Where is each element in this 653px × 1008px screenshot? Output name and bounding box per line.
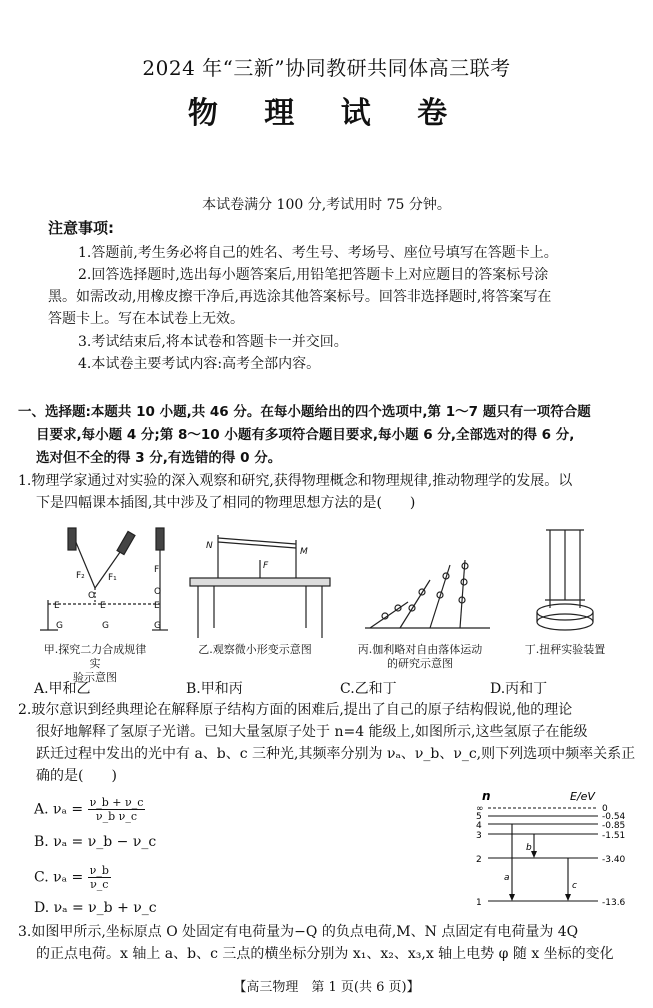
level-n: 2 bbox=[476, 855, 482, 865]
fraction-numerator: ν_b bbox=[89, 864, 109, 877]
option-d: D.丙和丁 bbox=[490, 681, 548, 697]
caption-line: 的研究示意图 bbox=[387, 657, 453, 670]
energy-level-diagram bbox=[470, 788, 645, 913]
option-b: B. νₐ = ν_b − ν_c bbox=[34, 834, 157, 850]
fraction-denominator: ν_b ν_c bbox=[95, 810, 137, 823]
caption-line: 乙.观察微小形变示意图 bbox=[198, 643, 312, 656]
question-2-text: 跃迁过程中发出的光中有 a、b、c 三种光,其频率分别为 νₐ、ν_b、ν_c,则下列选项中频率关系正 bbox=[36, 746, 636, 762]
fraction-denominator: ν_c bbox=[90, 878, 109, 891]
option-prefix: C. νₐ = bbox=[34, 869, 84, 886]
fraction-numerator: ν_b + ν_c bbox=[89, 796, 144, 809]
notice-line: 答题卡上。写在本试卷上无效。 bbox=[48, 311, 244, 327]
section-heading: 一、选择题:本题共 10 小题,共 46 分。在每小题给出的四个选项中,第 1～7 题只有一项符合题 bbox=[18, 404, 591, 420]
option-c bbox=[34, 864, 111, 891]
level-n: 3 bbox=[476, 831, 482, 841]
page-footer: 【高三物理 第 1 页(共 6 页)】 bbox=[233, 980, 420, 995]
figure-caption bbox=[190, 643, 320, 657]
level-n: 1 bbox=[476, 898, 482, 908]
exam-subject: 物 理 试 卷 bbox=[187, 96, 466, 131]
level-energy: -3.40 bbox=[602, 855, 626, 865]
notice-line: 黑。如需改动,用橡皮擦干净后,再选涂其他答案标号。回答非选择题时,将答案写在 bbox=[48, 289, 552, 305]
fig-label: O bbox=[154, 587, 162, 597]
arrow-label-b: b bbox=[526, 843, 532, 853]
fig-label: E bbox=[154, 601, 160, 611]
level-n: 4 bbox=[476, 821, 482, 831]
arrowhead bbox=[531, 851, 537, 858]
fig-label: M bbox=[300, 547, 308, 557]
fraction bbox=[88, 864, 111, 891]
exam-title: 2024 年“三新”协同教研共同体高三联考 bbox=[142, 56, 511, 80]
fig-label: G bbox=[102, 621, 109, 631]
option-prefix: A. νₐ = bbox=[34, 801, 84, 818]
level-n: 5 bbox=[476, 812, 482, 822]
fig-label: G bbox=[154, 621, 161, 631]
option-b: B.甲和丙 bbox=[186, 681, 243, 697]
arrowhead bbox=[509, 894, 515, 901]
level-energy: -1.51 bbox=[602, 831, 626, 841]
fig-label: F bbox=[154, 565, 160, 575]
figure-jia bbox=[40, 528, 168, 630]
option-d: D. νₐ = ν_b + ν_c bbox=[34, 900, 157, 916]
exam-intro: 本试卷满分 100 分,考试用时 75 分钟。 bbox=[202, 197, 451, 213]
caption-line: 验示意图 bbox=[73, 671, 117, 684]
fig-label: N bbox=[206, 541, 213, 551]
arrow-label-a: a bbox=[504, 873, 510, 883]
caption-line: 甲.探究二力合成规律实 bbox=[43, 643, 147, 670]
question-3-text: 的正点电荷。x 轴上 a、b、c 三点的横坐标分别为 x₁、x₂、x₃,x 轴上电势 φ 随 x 坐标的变化 bbox=[36, 946, 614, 962]
question-2-text: 很好地解释了氢原子光谱。已知大量氢原子处于 n=4 能级上,如图所示,这些氢原子在能级 bbox=[36, 724, 588, 740]
notice-heading: 注意事项: bbox=[48, 219, 114, 237]
notice-line: 2.回答选择题时,选出每小题答案后,用铅笔把答题卡上对应题目的答案标号涂 bbox=[78, 267, 549, 283]
section-heading-line: 选对但不全的得 3 分,有选错的得 0 分。 bbox=[36, 450, 282, 466]
level-energy: -0.85 bbox=[602, 821, 626, 831]
option-a: A.甲和乙 bbox=[34, 681, 91, 697]
level-energy: -13.6 bbox=[602, 898, 626, 908]
fig-label: E bbox=[54, 601, 60, 611]
fig-label: F₁ bbox=[108, 573, 117, 583]
figure-caption bbox=[350, 643, 490, 671]
question-2-text: 2.玻尔意识到经典理论在解释原子结构方面的困难后,提出了自己的原子结构假说,他的理论 bbox=[18, 702, 573, 718]
question-1-figures bbox=[30, 520, 630, 650]
figure-ding bbox=[537, 530, 593, 630]
fig-label: O bbox=[88, 591, 96, 601]
fig-label: F bbox=[263, 561, 269, 571]
question-1-text: 1.物理学家通过对实验的深入观察和研究,获得物理概念和物理规律,推动物理学的发展。以 bbox=[18, 473, 573, 489]
notice-line: 4.本试卷主要考试内容:高考全部内容。 bbox=[78, 356, 321, 372]
fig-label: G bbox=[56, 621, 63, 631]
fig-label: E bbox=[100, 601, 106, 611]
level-energy: -0.54 bbox=[602, 812, 626, 822]
fraction bbox=[88, 796, 146, 823]
level-energy: 0 bbox=[602, 804, 608, 814]
figure-caption bbox=[510, 643, 620, 657]
question-3-text: 3.如图甲所示,坐标原点 O 处固定有电荷量为−Q 的负点电荷,M、N 点固定有电荷量为 4Q bbox=[18, 924, 579, 940]
fig-label: F₂ bbox=[76, 571, 85, 581]
option-c: C.乙和丁 bbox=[340, 681, 397, 697]
e-axis-label: E/eV bbox=[570, 790, 595, 803]
option-a bbox=[34, 796, 145, 823]
level-n: ∞ bbox=[476, 804, 484, 814]
figure-bing bbox=[365, 560, 490, 628]
section-heading-line: 目要求,每小题 4 分;第 8～10 小题有多项符合题目要求,每小题 6 分,全部选对的得 6 分, bbox=[36, 427, 575, 443]
question-1-text: 下是四幅课本插图,其中涉及了相同的物理思想方法的是( ) bbox=[36, 495, 416, 511]
caption-line: 丙.伽利略对自由落体运动 bbox=[357, 643, 483, 656]
notice-line: 1.答题前,考生务必将自己的姓名、考生号、考场号、座位号填写在答题卡上。 bbox=[78, 245, 558, 261]
question-2-text: 确的是( ) bbox=[36, 768, 117, 784]
arrowhead bbox=[565, 894, 571, 901]
notice-line: 3.考试结束后,将本试卷和答题卡一并交回。 bbox=[78, 334, 348, 350]
arrow-label-c: c bbox=[572, 881, 577, 891]
caption-line: 丁.扭秤实验装置 bbox=[524, 643, 606, 656]
n-axis-label: n bbox=[482, 789, 491, 803]
